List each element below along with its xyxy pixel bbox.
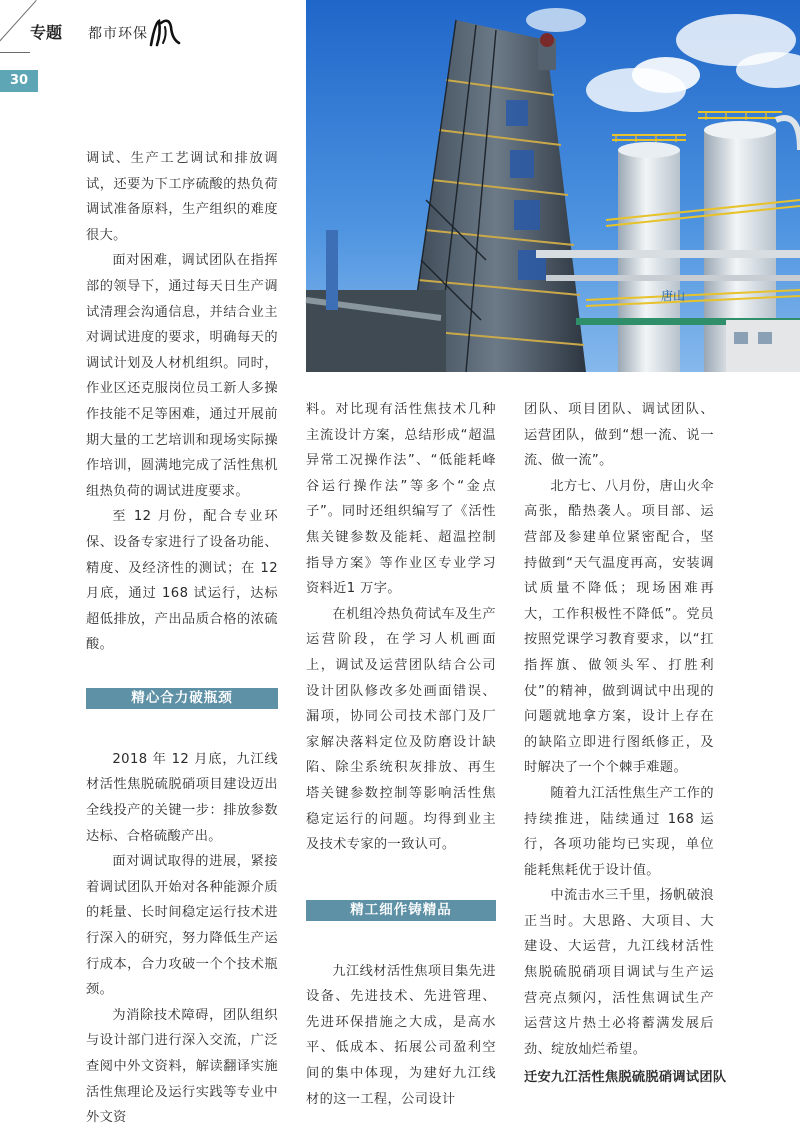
left-paragraph-1: 调试、生产工艺调试和排放调试，还要为下工序硫酸的热负荷调试准备原料，生产组织的难度很大。	[86, 151, 278, 243]
right-paragraph-2: 北方七、八月份，唐山火伞高张，酷热袭人。项目部、运营部及参建单位紧密配合，坚持做到“天气温度再高，安装调试质量不降低；现场困难再大，工作积极性不降低”。党员按照党课学习教育要求，以“扛指挥旗、做领头军、打胜利仗”的精神，做到调试中出现的问题就地拿方案，设计上存在的缺陷立即进行图纸修正，及时解决了一个个棘手难题。	[524, 478, 714, 776]
plant-photo-illustration	[306, 0, 800, 372]
left-column	[86, 146, 278, 1131]
author-byline: 迁安九江活性焦脱硫脱硝调试团队	[524, 1070, 727, 1086]
left-paragraph-2: 面对困难，调试团队在指挥部的领导下，通过每天日生产调试清理会沟通信息，并结合业主对调试进度的要求，明确每天的调试计划及人材机组织。同时，作业区还克服岗位员工新人多操作技能不足等困难，通过开展前期大量的工艺培训和现场实际操作培训，圆满地完成了活性焦机组热负荷的调试进度要求。	[86, 253, 278, 499]
middle-paragraph-3: 九江线材活性焦项目集先进设备、先进技术、先进管理、先进环保措施之大成，是高水平、低成本、拓展公司盈利空间的集中体现，为建好九江线材的这一工程，公司设计	[306, 963, 496, 1107]
plant-photo	[306, 0, 800, 372]
middle-column	[306, 397, 496, 1112]
magazine-logo	[145, 13, 183, 51]
left-paragraph-3: 至 12 月份，配合专业环保、设备专家进行了设备功能、精度、及经济性的测试；在 12 月底，通过 168 试运行，达标超低排放，产出品质合格的浓硫酸。	[86, 509, 278, 653]
section-heading-2: 精工细作铸精品	[306, 900, 496, 921]
right-paragraph-4: 中流击水三千里，扬帆破浪正当时。大思路、大项目、大建设、大运营，九江线材活性焦脱硫脱硝项目调试与生产运营亮点频闪，活性焦调试生产运营这片热土必将蓄满发展后劲、绽放灿烂希望。	[524, 888, 714, 1057]
magazine-name: 都市环保	[88, 26, 148, 42]
left-paragraph-6: 为消除技术障碍，团队组织与设计部门进行深入交流，广泛查阅中外文资料，解读翻译实施活性焦理论及运行实践等专业中外文资	[86, 1007, 278, 1126]
section-heading-1: 精心合力破瓶颈	[86, 688, 278, 709]
left-paragraph-5: 面对调试取得的进展，紧接着调试团队开始对各种能源介质的耗量、长时间稳定运行技术进行深入的研究，努力降低生产运行成本，合力攻破一个个技术瓶颈。	[86, 854, 278, 998]
right-paragraph-1: 团队、项目团队、调试团队、运营团队，做到“想一流、说一流、做一流”。	[524, 402, 714, 469]
topic-label: 专题	[30, 23, 63, 42]
middle-paragraph-1: 料。对比现有活性焦技术几种主流设计方案，总结形成“超温异常工况操作法”、“低能耗峰谷运行操作法”等多个“金点子”。同时还组织编写了《活性焦关键参数及能耗、超温控制指导方案》等作业区专业学习资料近1 万字。	[306, 402, 496, 597]
page-number: 30	[0, 70, 38, 92]
middle-paragraph-2: 在机组冷热负荷试车及生产运营阶段，在学习人机画面上，调试及运营团队结合公司设计团队修改多处画面错误、漏项，协同公司技术部门及厂家解决落料定位及防磨设计缺陷、除尘系统积灰排放、再生塔关键参数控制等影响活性焦稳定运行的问题。均得到业主及技术专家的一致认可。	[306, 606, 496, 853]
plant-sign-text: 唐山	[661, 289, 686, 303]
header-rule	[0, 52, 30, 53]
right-column	[524, 397, 727, 1086]
right-paragraph-3: 随着九江活性焦生产工作的持续推进，陆续通过 168 运行，各项功能均已实现，单位能耗焦耗优于设计值。	[524, 785, 714, 878]
left-paragraph-4: 2018 年 12 月底，九江线材活性焦脱硫脱硝项目建设迈出全线投产的关键一步：排放参数达标、合格硫酸产出。	[86, 751, 278, 844]
